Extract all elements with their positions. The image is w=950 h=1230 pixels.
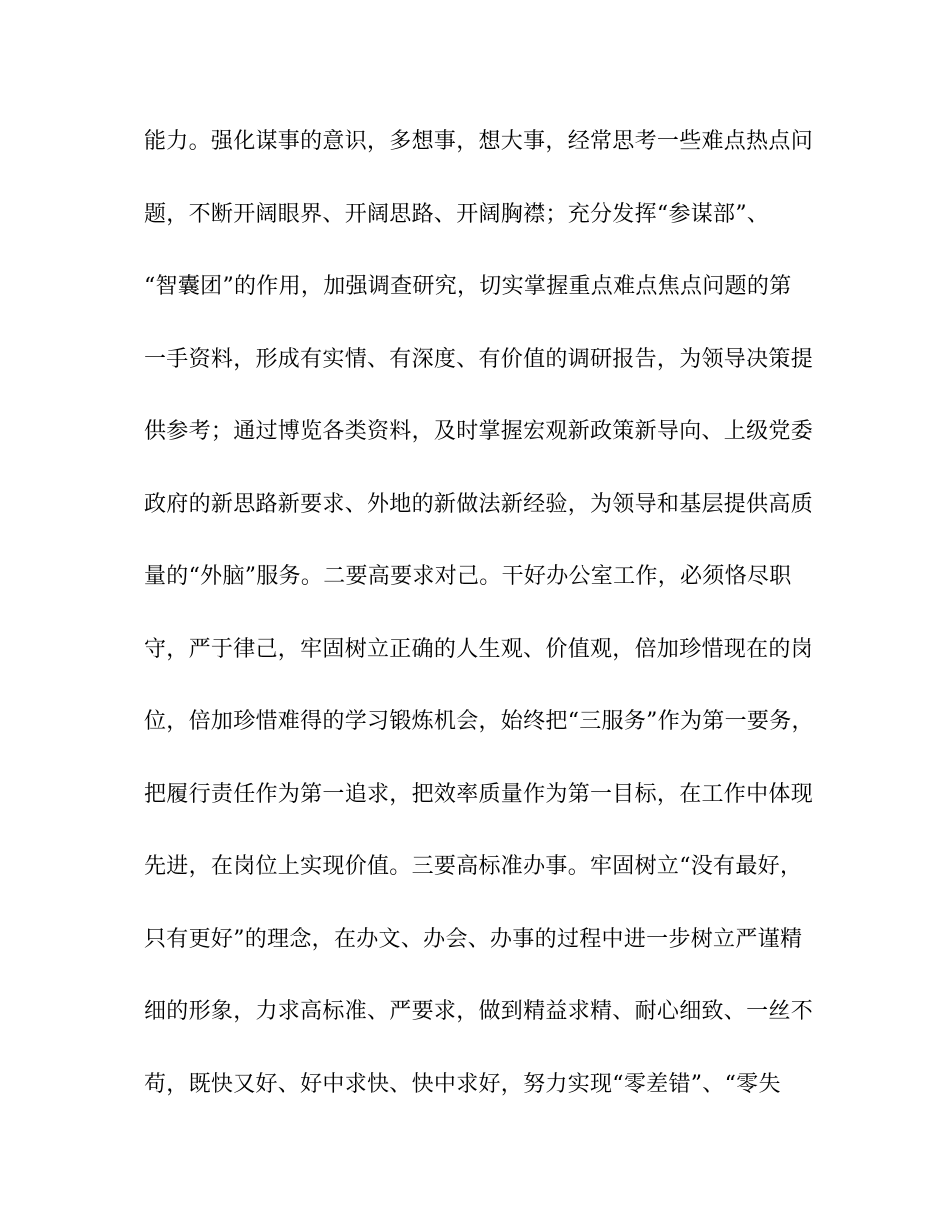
text-line-11: 先进，在岗位上实现价值。三要高标准办事。牢固树立“没有最好， — [144, 854, 803, 879]
text-line-4: 一手资料，形成有实情、有深度、有价值的调研报告，为领导决策提 — [144, 346, 814, 372]
text-line-6: 政府的新思路新要求、外地的新做法新经验，为领导和基层提供高质 — [144, 491, 814, 517]
text-line-7: 量的“外脑”服务。二要高要求对己。干好办公室工作，必须恪尽职 — [144, 564, 792, 589]
text-line-5: 供参考；通过博览各类资料，及时掌握宏观新政策新导向、上级党委 — [144, 419, 814, 444]
text-line-14: 苟，既快又好、好中求快、快中求好，努力实现“零差错”、“零失 — [144, 1071, 781, 1097]
text-line-13: 细的形象，力求高标准、严要求，做到精益求精、耐心细致、一丝不 — [144, 999, 814, 1024]
text-line-8: 守，严于律己，牢固树立正确的人生观、价值观，倍加珍惜现在的岗 — [144, 636, 814, 662]
text-line-1: 能力。强化谋事的意识，多想事，想大事，经常思考一些难点热点问 — [144, 129, 814, 154]
body-text — [144, 120, 816, 1135]
text-line-2: 题，不断开阔眼界、开阔思路、开阔胸襟；充分发挥“参谋部”、 — [144, 201, 770, 227]
text-line-3: “智囊团”的作用，加强调查研究，切实掌握重点难点焦点问题的第 — [144, 274, 792, 299]
text-line-10: 把履行责任作为第一追求，把效率质量作为第一目标，在工作中体现 — [144, 781, 814, 807]
text-line-12: 只有更好”的理念，在办文、办会、办事的过程中进一步树立严谨精 — [144, 926, 803, 952]
text-line-9: 位，倍加珍惜难得的学习锻炼机会，始终把“三服务”作为第一要务， — [144, 709, 814, 734]
